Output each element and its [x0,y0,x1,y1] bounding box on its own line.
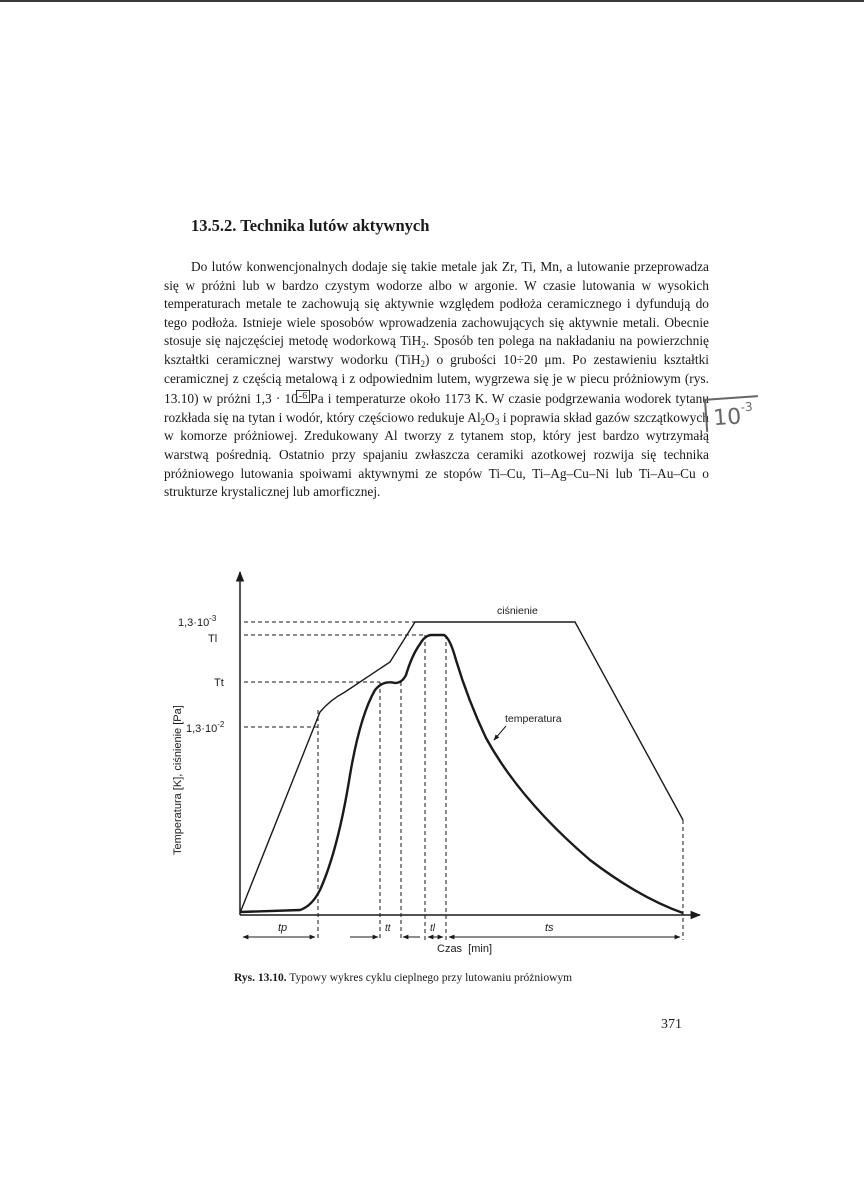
section-heading: 13.5.2. Technika lutów aktywnych [191,216,430,235]
subscript: 3 [494,416,500,427]
text-run: Pa i temperaturze około 1173 K. W czasie podgrzewania wodorek tytanu rozkłada się na tytan i wodór, który częściowo redukuje Al [164,391,710,425]
label-tt: tt [385,923,391,934]
figure-caption [234,972,572,984]
margin-note-base: 10 [712,404,743,432]
subscript: 2 [421,340,426,351]
subscript: 2 [480,416,486,427]
y-axis-label: Temperatura [K], ciśnienie [Pa] [172,705,184,855]
boxed-exponent: -6 [296,390,310,403]
pressure-curve [240,622,683,913]
temperature-label-leader [494,726,506,740]
text-run: Do lutów konwencjonalnych dodaje się takie metale jak Zr, Ti, Mn, a lutowanie przeprowadza się w próżni lub w bardzo czystym wodorze albo w argonie. W czasie lutowania w wysokich temperaturach metale te zachowują się aktywnie względem podłoża ceramicznego i dyfundują do tego podłoża. Istnieje wiele sposobów wprowadzenia zachowujących się aktywnie metali. Obecnie stosuje się najczęściej metodę wodorkową TiH [164,259,709,349]
caption-label: Rys. 13.10. [234,972,287,984]
temperature-curve [240,635,683,913]
text-run: . Sposób ten polega na nakładaniu na powierzchnię kształtki ceramicznej warstwy wodorku (TiH [164,333,709,367]
page-number: 371 [661,1017,682,1032]
temperature-curve-label: temperatura [505,713,562,725]
pressure-curve-label: ciśnienie [497,605,538,617]
tick-tt: Tt [214,677,224,689]
tick-tl: Tl [208,633,218,645]
text-run: O [485,409,495,425]
margin-note-exponent: -3 [740,399,754,415]
text-run: ) o grubości 10÷20 μm. Po zestawieniu kształtki ceramicznej z częścią metalową i z odpowiednim lutem, wygrzewa się je w piecu próżniowym (rys. 13.10) w próżni 1,3 · 10 [164,351,710,407]
subscript: 2 [420,358,426,369]
tick-pressure-high: $1,3\cdot 10^{-3}$ [178,614,217,629]
label-ts: ts [545,922,554,934]
text-run: i poprawia skład gazów szczątkowych w komorze próżniowej. Zredukowany Al tworzy z tytanem stop, który jest bardzo wytrzymałą warstwą pośrednią. Ostatnio przy spajaniu zwłaszcza ceramiki azotkowej rozwija się technika próżniowego lutowania spoiwami aktywnymi ze stopów Ti–Cu, Ti–Ag–Cu–Ni lub Ti–Au–Cu o strukturze krystalicznej lub amorficznej. [164,409,709,500]
label-tp: tp [278,922,288,934]
label-tl: tl [430,923,435,934]
x-axis-label: Czas [min] [437,943,493,955]
tick-pressure-low: $1,3\cdot 10^{-2}$ [186,720,225,735]
caption-text: Typowy wykres cyklu cieplnego przy lutowaniu próżniowym [286,972,573,984]
